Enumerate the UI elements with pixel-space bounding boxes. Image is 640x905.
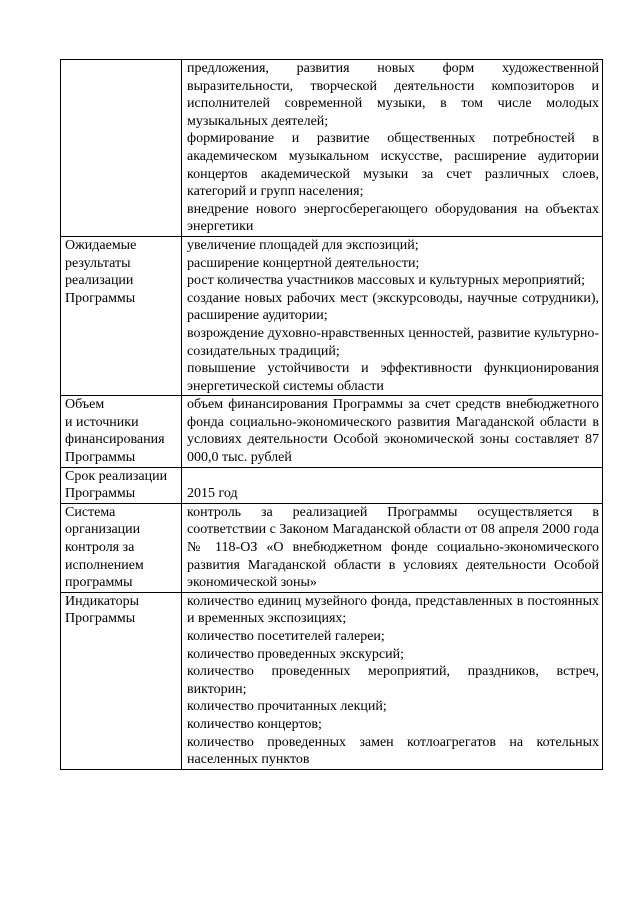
content-paragraph: количество концертов; — [187, 716, 322, 732]
content-paragraph: объем финансирования Программы за счет средств внебюджетного фонда социально-экономического развития Магаданской области в условиях деятельности Особой экономической зоны составляет 87 000,0 тыс. рублей — [187, 397, 599, 466]
row-label: Объем и источники финансирования Программы — [65, 397, 165, 466]
row-label: Ожидаемые результаты реализации Программы — [65, 237, 137, 306]
content-paragraph: внедрение нового энергосберегающего оборудования на объектах энергетики — [187, 201, 599, 235]
row-label: Срок реализации Программы — [65, 468, 168, 502]
row-label-cell — [61, 592, 182, 769]
row-content-cell — [182, 467, 603, 503]
content-paragraph: возрождение духовно-нравственных ценностей, развитие культурно-созидательных традиций; — [187, 325, 599, 359]
content-paragraph: расширение концертной деятельности; — [187, 255, 420, 271]
content-paragraph: формирование и развитие общественных потребностей в академическом музыкальном искусстве, расширение аудитории концертов академической музыки за счет различных слоев, категорий и групп населения; — [187, 131, 599, 200]
row-label: Индикаторы Программы — [65, 593, 139, 627]
content-paragraph: создание новых рабочих мест (экскурсоводы, научные сотрудники), расширение аудитории; — [187, 290, 599, 324]
row-content-cell — [182, 592, 603, 769]
content-paragraph: увеличение площадей для экспозиций; — [187, 237, 419, 253]
row-label-cell — [61, 60, 182, 237]
program-passport-table — [60, 59, 603, 770]
row-content-cell — [182, 503, 603, 592]
row-label-cell — [61, 236, 182, 395]
content-paragraph: 2015 год — [187, 486, 238, 502]
table-row-indicators — [61, 592, 603, 769]
table-row-term — [61, 467, 603, 503]
content-paragraph: количество посетителей галереи; — [187, 629, 385, 644]
content-paragraph: предложения, развития новых форм художественной выразительности, творческой деятельности композиторов и исполнителей современной музыки, в том числе молодых музыкальных деятелей; — [187, 61, 599, 129]
row-label: Система организации контроля за исполнением программы — [65, 504, 144, 591]
content-paragraph: рост количества участников массовых и культурных мероприятий; — [187, 273, 585, 289]
table-row-funding — [61, 396, 603, 467]
row-label-cell — [61, 467, 182, 503]
cell-spacer — [187, 468, 599, 486]
row-content-cell — [182, 396, 603, 467]
row-label-cell — [61, 503, 182, 592]
row-label-cell — [61, 396, 182, 467]
content-paragraph: количество проведенных замен котлоагрегатов на котельных населенных пунктов — [187, 734, 599, 768]
row-content-cell — [182, 236, 603, 395]
table-row-continuation — [61, 60, 603, 237]
row-content-cell — [182, 60, 603, 237]
content-paragraph: количество прочитанных лекций; — [187, 699, 387, 715]
content-paragraph: контроль за реализацией Программы осуществляется в соответствии с Законом Магаданской области от 08 апреля 2000 года № 118-ОЗ «О внебюджетном фонде социально-экономического развития Магаданской области в условиях деятельности Особой экономической зоны» — [187, 504, 599, 591]
content-paragraph: количество проведенных мероприятий, праздников, встреч, викторин; — [187, 664, 599, 697]
content-paragraph: количество единиц музейного фонда, представленных в постоянных и временных экспозициях; — [187, 593, 599, 627]
content-paragraph: повышение устойчивости и эффективности функционирования энергетической системы области — [187, 361, 599, 394]
content-paragraph: количество проведенных экскурсий; — [187, 646, 404, 662]
table-row-control-system — [61, 503, 603, 592]
table-row-expected-results — [61, 236, 603, 395]
